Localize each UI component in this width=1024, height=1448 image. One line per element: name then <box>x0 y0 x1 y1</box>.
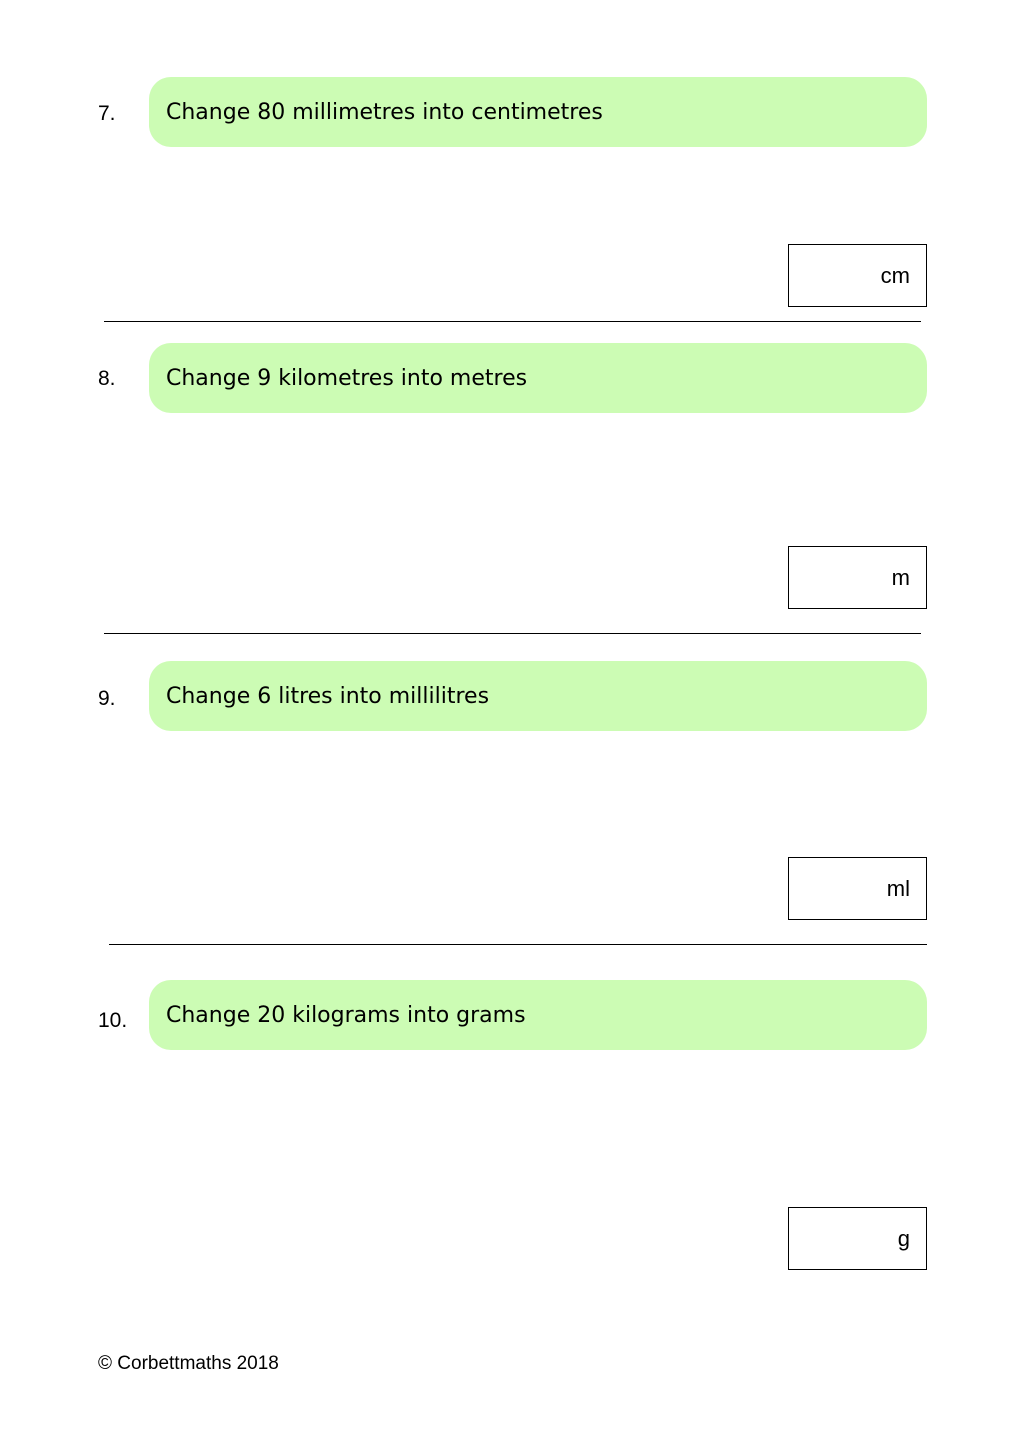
answer-box[interactable] <box>788 857 927 920</box>
divider <box>104 633 921 634</box>
question-number: 9. <box>98 687 116 710</box>
answer-box[interactable] <box>788 1207 927 1270</box>
question-number: 7. <box>98 102 116 125</box>
question-text: Change 9 kilometres into metres <box>166 365 528 391</box>
copyright-footer: © Corbettmaths 2018 <box>98 1353 279 1374</box>
answer-box[interactable] <box>788 244 927 307</box>
answer-unit: ml <box>886 875 910 901</box>
question-text: Change 80 millimetres into centimetres <box>166 99 603 125</box>
question-box <box>149 343 927 413</box>
question-box <box>149 77 927 147</box>
answer-unit: cm <box>880 262 910 288</box>
question-number: 10. <box>98 1009 128 1032</box>
question-text: Change 20 kilograms into grams <box>166 1002 526 1028</box>
question-number: 8. <box>98 367 116 390</box>
answer-box[interactable] <box>788 546 927 609</box>
divider <box>104 321 921 322</box>
answer-unit: m <box>891 564 910 590</box>
question-text: Change 6 litres into millilitres <box>166 683 490 709</box>
divider <box>109 944 927 945</box>
question-box <box>149 980 927 1050</box>
answer-unit: g <box>897 1225 910 1251</box>
question-box <box>149 661 927 731</box>
